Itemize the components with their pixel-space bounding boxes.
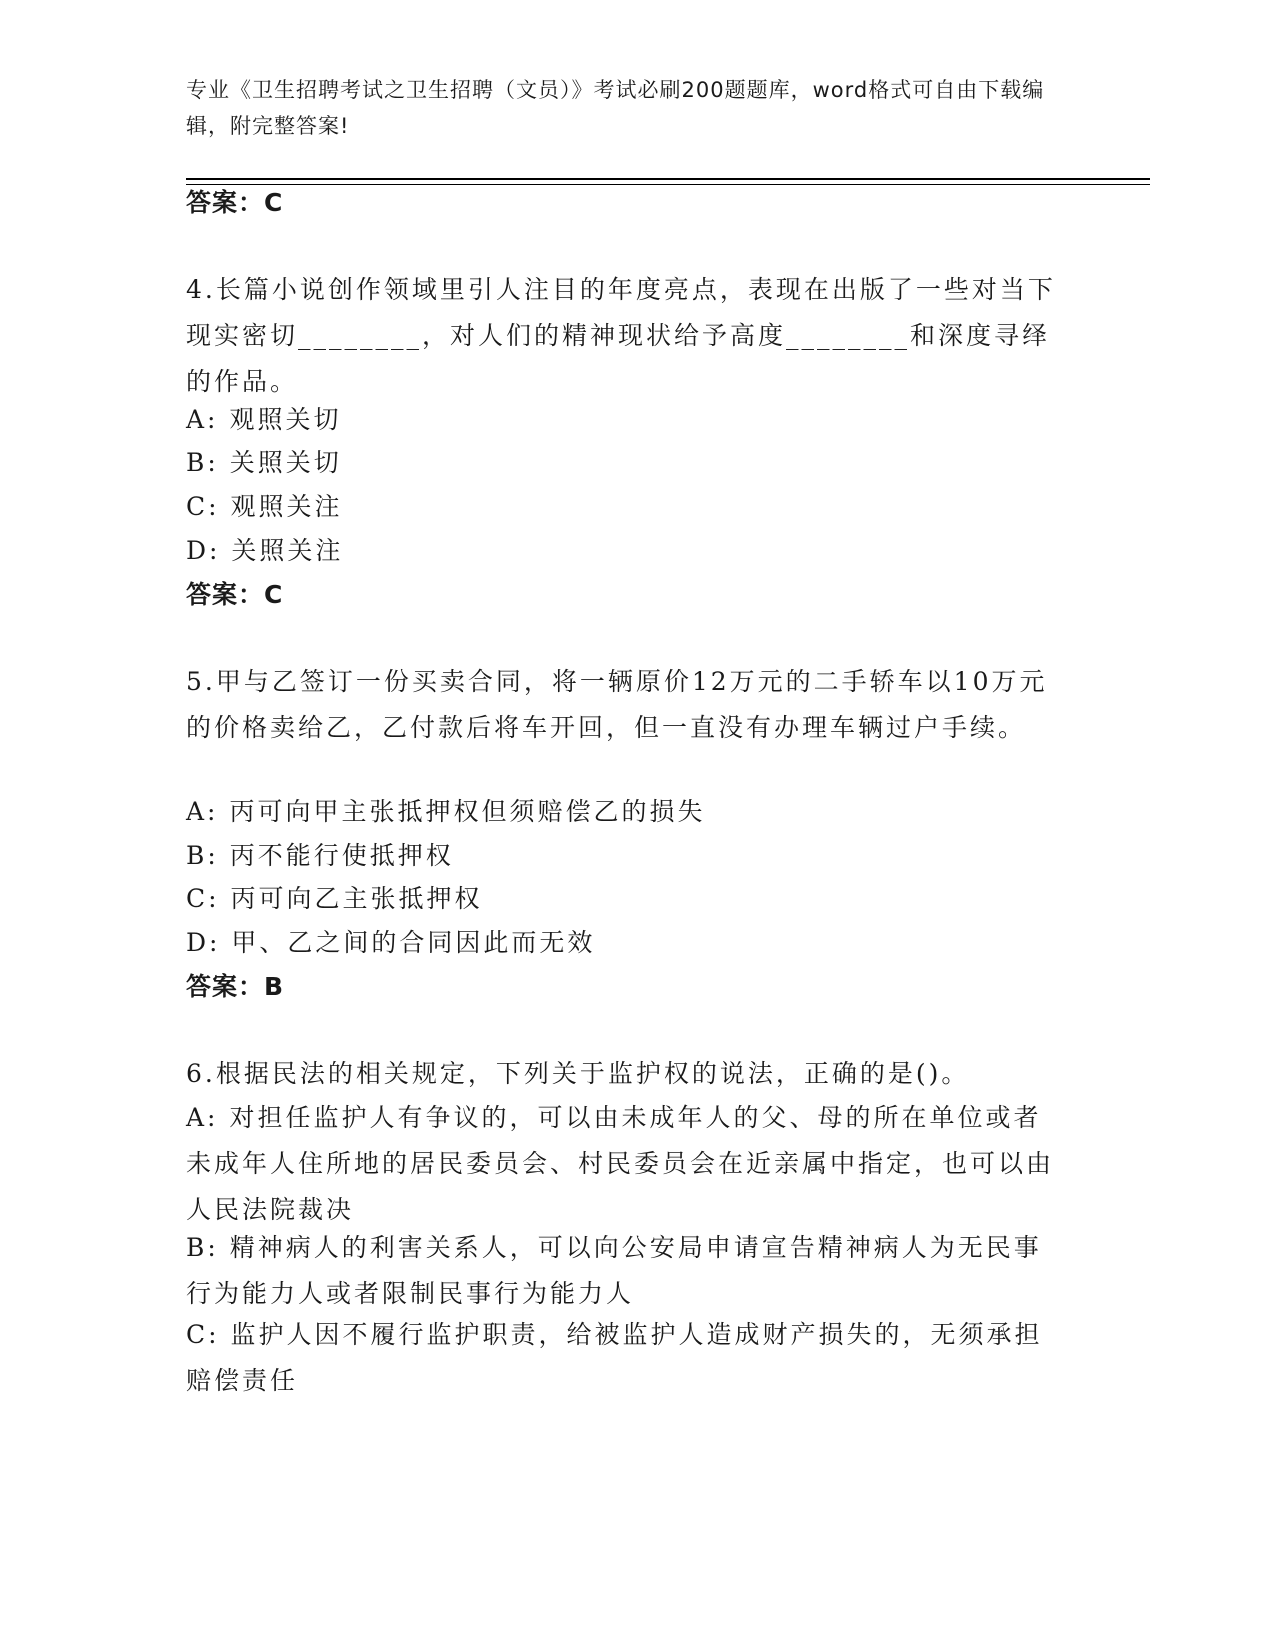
option-key: D:: [186, 928, 221, 957]
option-key: A:: [186, 797, 219, 826]
answer-q3: 答案：C: [186, 188, 284, 217]
option-text: 精神病人的利害关系人，可以向公安局申请宣告精神病人为无民事行为能力人或者限制民事行为能力人: [186, 1233, 1042, 1308]
question-4-option-b: [186, 440, 1066, 486]
question-5-stem: 5.甲与乙签订一份买卖合同，将一辆原价12万元的二手轿车以10万元的价格卖给乙，乙付款后将车开回，但一直没有办理车辆过户手续。: [186, 667, 1048, 742]
question-4-stem: 4.长篇小说创作领域里引人注目的年度亮点，表现在出版了一些对当下现实密切________，对人们的精神现状给予高度________和深度寻绎的作品。: [186, 275, 1056, 396]
option-text: 丙可向乙主张抵押权: [230, 884, 483, 913]
option-text: 丙不能行使抵押权: [229, 841, 454, 870]
option-text: 监护人因不履行监护职责，给被监护人造成财产损失的，无须承担赔偿责任: [186, 1320, 1043, 1395]
option-text: 观照关注: [230, 492, 343, 521]
answer-q4: 答案：C: [186, 580, 284, 609]
question-5-option-d: [186, 920, 1066, 966]
question-6-option-c: [186, 1312, 1066, 1404]
option-key: C:: [186, 1320, 220, 1349]
option-key: B:: [186, 841, 219, 870]
header-rule-thick: [186, 178, 1150, 180]
question-4-option-c: [186, 484, 1066, 530]
option-text: 关照关注: [231, 536, 344, 565]
option-key: C:: [186, 884, 220, 913]
option-key: A:: [186, 405, 219, 434]
option-key: B:: [186, 1233, 219, 1262]
option-text: 甲、乙之间的合同因此而无效: [231, 928, 596, 957]
question-6-stem: 6.根据民法的相关规定，下列关于监护权的说法，正确的是()。: [186, 1059, 970, 1088]
answer-q5: 答案：B: [186, 972, 285, 1001]
option-key: D:: [186, 536, 221, 565]
option-key: B:: [186, 448, 219, 477]
option-key: A:: [186, 1103, 219, 1132]
option-text: 观照关切: [229, 405, 342, 434]
question-5-option-b: [186, 833, 1066, 879]
question-5-option-c: [186, 876, 1066, 922]
option-text: 丙可向甲主张抵押权但须赔偿乙的损失: [229, 797, 706, 826]
document-header: 专业《卫生招聘考试之卫生招聘（文员）》考试必刷200题题库，word格式可自由下载编辑，附完整答案!: [186, 78, 1045, 138]
question-6-option-b: [186, 1225, 1066, 1317]
question-5-option-a: [186, 789, 1066, 835]
question-4-option-d: [186, 528, 1066, 574]
option-text: 对担任监护人有争议的，可以由未成年人的父、母的所在单位或者未成年人住所地的居民委员会、村民委员会在近亲属中指定，也可以由人民法院裁决: [186, 1103, 1055, 1224]
question-4-option-a: [186, 397, 1066, 443]
question-6-option-a: [186, 1095, 1066, 1233]
option-key: C:: [186, 492, 220, 521]
option-text: 关照关切: [229, 448, 342, 477]
header-rule-thin: [186, 184, 1150, 185]
